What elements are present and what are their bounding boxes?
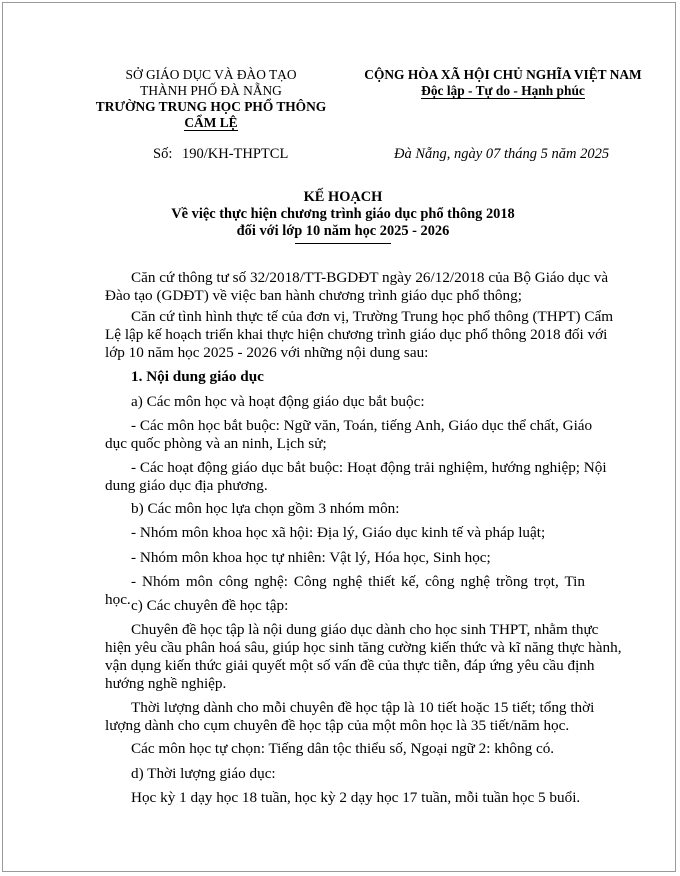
line: hướng nghề nghiệp. <box>105 675 227 692</box>
department-name: SỞ GIÁO DỤC VÀ ĐÀO TẠO <box>125 67 297 82</box>
item-b-social-sciences: - Nhóm môn khoa học xã hội: Địa lý, Giáo dục kinh tế và pháp luật; <box>131 524 546 541</box>
item-d-schedule: Học kỳ 1 dạy học 18 tuần, học kỳ 2 dạy học 17 tuần, mỗi tuần học 5 buổi. <box>131 789 581 806</box>
line: Căn cứ thông tư số 32/2018/TT-BGDĐT ngày 26/12/2018 của Bộ Giáo dục và <box>131 269 609 286</box>
item-b: b) Các môn học lựa chọn gồm 3 nhóm môn: <box>131 500 400 517</box>
title-subject-line2: đối với lớp 10 năm học 2025 - 2026 <box>236 223 450 239</box>
national-motto: Độc lập - Tự do - Hạnh phúc <box>421 83 585 98</box>
item-c-duration <box>105 699 595 735</box>
line: - Các hoạt động giáo dục bắt buộc: Hoạt động trải nghiệm, hướng nghiệp; Nội <box>131 459 607 476</box>
line: lượng dành cho cụm chuyên đề học tập của một môn học là 35 tiết/năm học. <box>105 717 570 734</box>
paragraph-legal-basis <box>105 269 609 305</box>
line: Đào tạo (GDĐT) về việc ban hành chương trình giáo dục phổ thông; <box>105 287 522 304</box>
doc-number-value: 190 <box>181 146 204 162</box>
doc-number-suffix: /KH-THPTCL <box>203 146 289 162</box>
line: Căn cứ tình hình thực tế của đơn vị, Trường Trung học phổ thông (THPT) Cẩm <box>131 308 614 325</box>
item-b-natural-sciences: - Nhóm môn khoa học tự nhiên: Vật lý, Hóa học, Sinh học; <box>131 549 491 566</box>
title-main: KẾ HOẠCH <box>303 189 383 205</box>
paragraph-situation <box>105 308 614 362</box>
place-date: Đà Nẵng, ngày 07 tháng 5 năm 2025 <box>394 146 610 162</box>
line: Chuyên đề học tập là nội dung giáo dục dành cho học sinh THPT, nhằm thực <box>131 621 599 638</box>
line: vận dụng kiến thức giải quyết một số vấn đề của thực tiễn, đáp ứng yêu cầu định <box>105 657 595 674</box>
item-a: a) Các môn học và hoạt động giáo dục bắt buộc: <box>131 393 425 410</box>
line: dung giáo dục địa phương. <box>105 477 268 494</box>
city-name: THÀNH PHỐ ĐÀ NẴNG <box>140 83 282 98</box>
document-body <box>105 3 622 873</box>
line: Thời lượng dành cho mỗi chuyên đề học tập là 10 tiết hoặc 15 tiết; tổng thời <box>131 699 595 716</box>
section-heading-1: 1. Nội dung giáo dục <box>131 368 264 385</box>
line: dục quốc phòng và an ninh, Lịch sử; <box>105 435 327 452</box>
item-c-electives: Các môn học tự chọn: Tiếng dân tộc thiểu số, Ngoại ngữ 2: không có. <box>131 740 555 757</box>
line: Lệ lập kế hoạch triển khai thực hiện chương trình giáo dục phổ thông 2018 đối với <box>105 326 608 343</box>
item-a-required-subjects <box>105 417 593 453</box>
item-c: c) Các chuyên đề học tập: <box>131 597 289 614</box>
item-a-required-activities <box>105 459 607 495</box>
item-c-description <box>105 621 622 693</box>
line: lớp 10 năm học 2025 - 2026 với những nội dung sau: <box>105 344 429 361</box>
item-b-technology: - Nhóm môn công nghệ: Công nghệ thiết kế, công nghệ trồng trọt, Tin học. <box>105 573 585 608</box>
national-title: CỘNG HÒA XÃ HỘI CHỦ NGHĨA VIỆT NAM <box>364 67 642 82</box>
school-name-line1: TRƯỜNG TRUNG HỌC PHỔ THÔNG <box>95 99 327 114</box>
document-page <box>2 2 676 872</box>
doc-number-prefix: Số: <box>153 146 173 162</box>
school-name-line2: CẨM LỆ <box>184 115 238 130</box>
line: hiện yêu cầu phân hoá sâu, giúp học sinh tăng cường kiến thức và kĩ năng thực hành, <box>105 639 622 656</box>
line: - Các môn học bắt buộc: Ngữ văn, Toán, tiếng Anh, Giáo dục thể chất, Giáo <box>131 417 593 434</box>
item-d: d) Thời lượng giáo dục: <box>131 765 276 782</box>
title-subject-line1: Về việc thực hiện chương trình giáo dục phổ thông 2018 <box>171 206 515 222</box>
